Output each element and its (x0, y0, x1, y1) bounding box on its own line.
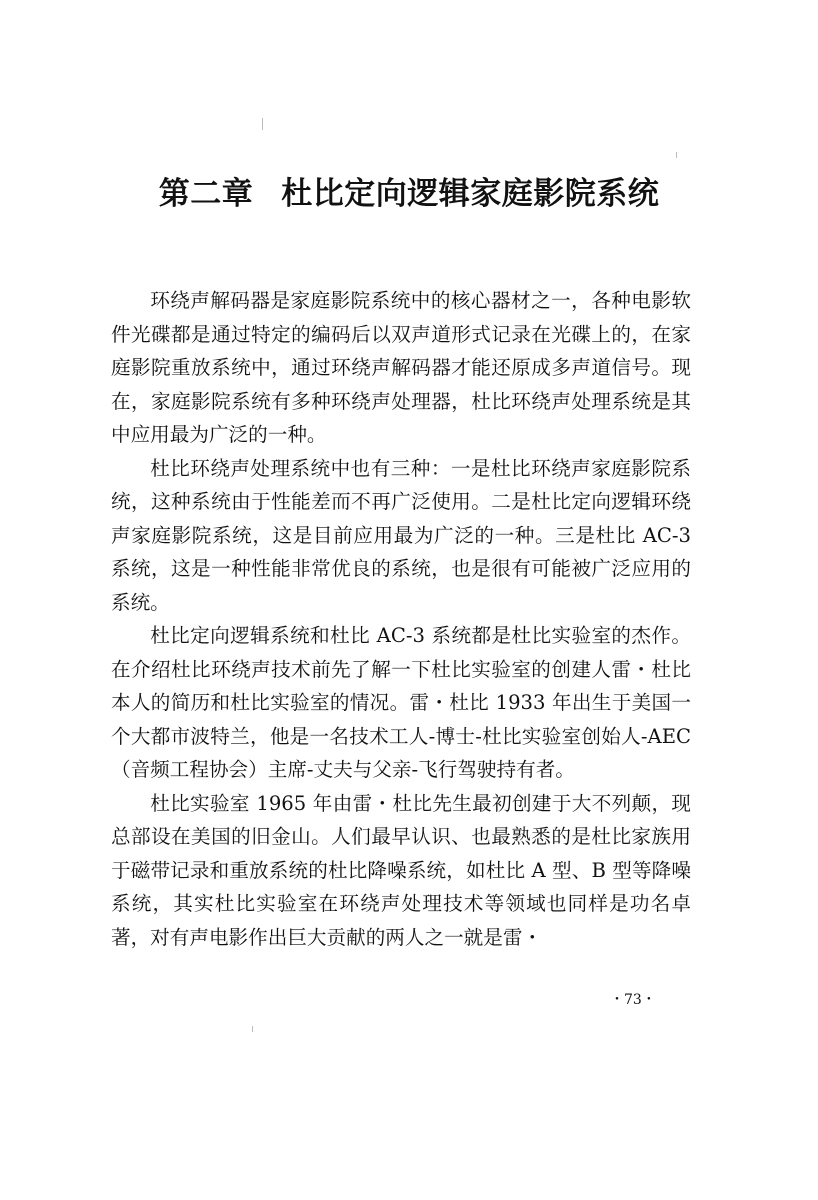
chapter-name: 杜比定向逻辑家庭影院系统 (281, 176, 660, 212)
paragraph: 杜比环绕声处理系统中也有三种：一是杜比环绕声家庭影院系统，这种系统由于性能差而不再广泛使用。二是杜比定向逻辑环绕声家庭影院系统，这是目前应用最为广泛的一种。三是杜比 AC-3 系统，这是一种性能非常优良的系统，也是很有可能被广泛应用的系统。 (111, 456, 691, 614)
scan-speck (676, 152, 677, 158)
scan-speck (252, 1026, 253, 1032)
page-number: ・73・ (610, 992, 656, 1008)
body-text (111, 284, 691, 954)
chapter-number: 第二章 (158, 176, 254, 212)
paragraph: 环绕声解码器是家庭影院系统中的核心器材之一，各种电影软件光碟都是通过特定的编码后以双声道形式记录在光碟上的，在家庭影院重放系统中，通过环绕声解码器才能还原成多声道信号。现在，家庭影院系统有多种环绕声处理器，杜比环绕声处理系统是其中应用最为广泛的一种。 (111, 289, 691, 446)
chapter-title (0, 172, 818, 216)
paragraph: 杜比实验室 1965 年由雷・杜比先生最初创建于大不列颠，现总部设在美国的旧金山。人们最早认识、也最熟悉的是杜比家族用于磁带记录和重放系统的杜比降噪系统，如杜比 A 型、B 型等降噪系统，其实杜比实验室在环绕声处理技术等领域也同样是功名卓著，对有声电影作出巨大贡献的两人之一就是雷・ (111, 791, 691, 949)
scan-speck (262, 118, 263, 130)
paragraph: 杜比定向逻辑系统和杜比 AC-3 系统都是杜比实验室的杰作。在介绍杜比环绕声技术前先了解一下杜比实验室的创建人雷・杜比本人的简历和杜比实验室的情况。雷・杜比 1933 年出生于美国一个大都市波特兰，他是一名技术工人-博士-杜比实验室创始人-AEC（音频工程协会）主席-丈夫与父亲-飞行驾驶持有者。 (111, 624, 691, 781)
